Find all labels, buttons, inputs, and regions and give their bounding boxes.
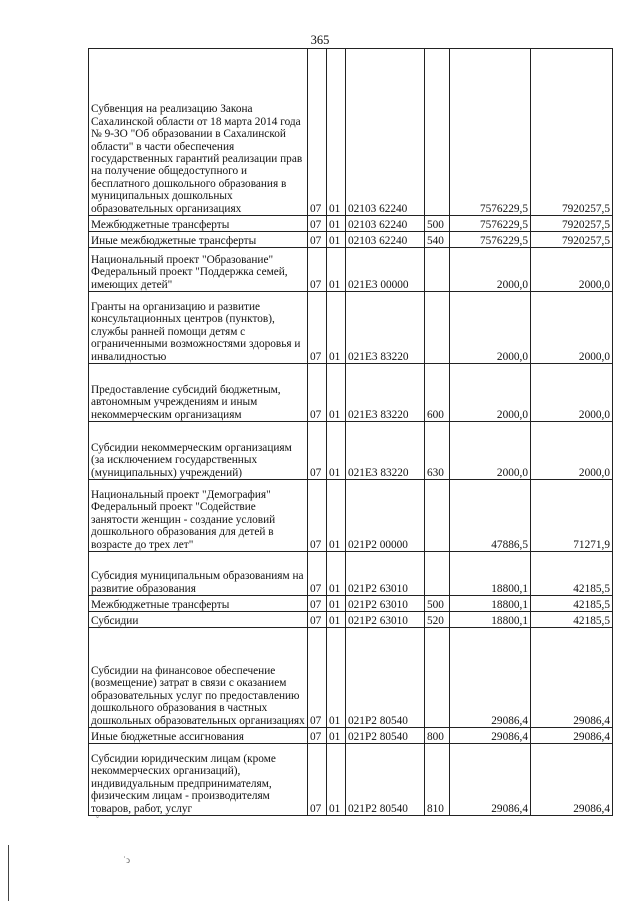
amount-year-1: 47886,5 [450,480,531,552]
expense-type-code [425,248,450,292]
scan-speck: ˘ [96,815,99,825]
amount-year-2: 42185,5 [531,596,613,612]
section-code: 07 [308,552,327,596]
amount-year-2: 2000,0 [531,364,613,422]
section-code: 07 [308,364,327,422]
subsection-code: 01 [327,422,346,480]
section-code: 07 [308,612,327,628]
budget-table [88,48,613,816]
table-row [89,744,613,816]
subsection-code: 01 [327,552,346,596]
row-name: Национальный проект "Образование" Федеральный проект "Поддержка семей, имеющих детей" [89,248,308,292]
row-name: Иные межбюджетные трансферты [89,232,308,248]
expense-type-code: 500 [425,596,450,612]
amount-year-1: 18800,1 [450,552,531,596]
amount-year-1: 2000,0 [450,292,531,364]
row-name: Межбюджетные трансферты [89,216,308,232]
target-article-code: 02103 62240 [346,216,425,232]
amount-year-2: 2000,0 [531,248,613,292]
subsection-code: 01 [327,596,346,612]
amount-year-1: 29086,4 [450,628,531,728]
table-row [89,612,613,628]
amount-year-1: 18800,1 [450,596,531,612]
table-row [89,552,613,596]
section-code: 07 [308,480,327,552]
section-code: 07 [308,744,327,816]
amount-year-1: 2000,0 [450,364,531,422]
subsection-code: 01 [327,292,346,364]
subsection-code: 01 [327,728,346,744]
table-row [89,728,613,744]
expense-type-code [425,628,450,728]
target-article-code: 02103 62240 [346,49,425,216]
subsection-code: 01 [327,49,346,216]
table-row [89,292,613,364]
table-row [89,596,613,612]
row-name: Субсидии [89,612,308,628]
expense-type-code: 520 [425,612,450,628]
table-row [89,422,613,480]
table-row [89,216,613,232]
section-code: 07 [308,422,327,480]
row-name: Субвенция на реализацию Закона Сахалинской области от 18 марта 2014 года № 9-ЗО "Об образовании в Сахалинской области" в части обеспечения государственных гарантий реализации прав на получение общедоступного и бесплатного дошкольного образования в муниципальных дошкольных образовательных организациях [89,49,308,216]
row-name: Субсидии юридическим лицам (кроме некоммерческих организаций), индивидуальным предпринимателям, физическим лицам - производителям товаров, работ, услуг [89,744,308,816]
amount-year-1: 7576229,5 [450,232,531,248]
target-article-code: 021E3 83220 [346,364,425,422]
table-row [89,480,613,552]
row-name: Субсидии на финансовое обеспечение (возмещение) затрат в связи с оказанием образовательных услуг по предоставлению дошкольного образования в частных дошкольных образовательных организациях [89,628,308,728]
section-code: 07 [308,596,327,612]
amount-year-2: 7920257,5 [531,49,613,216]
amount-year-1: 7576229,5 [450,49,531,216]
table-row [89,248,613,292]
amount-year-1: 18800,1 [450,612,531,628]
row-name: Национальный проект "Демография" Федеральный проект "Содействие занятости женщин - создание условий дошкольного образования для детей в возрасте до трех лет" [89,480,308,552]
margin-line [8,845,9,901]
amount-year-1: 29086,4 [450,744,531,816]
subsection-code: 01 [327,612,346,628]
target-article-code: 021P2 80540 [346,728,425,744]
amount-year-1: 29086,4 [450,728,531,744]
subsection-code: 01 [327,248,346,292]
row-name: Межбюджетные трансферты [89,596,308,612]
amount-year-2: 29086,4 [531,728,613,744]
target-article-code: 021P2 80540 [346,744,425,816]
amount-year-2: 7920257,5 [531,216,613,232]
target-article-code: 021P2 63010 [346,596,425,612]
target-article-code: 021E3 83220 [346,422,425,480]
expense-type-code [425,552,450,596]
expense-type-code: 500 [425,216,450,232]
scan-speck: ˙ͻ [123,855,130,865]
row-name: Субсидии некоммерческим организациям (за исключением государственных (муниципальных) учреждений) [89,422,308,480]
amount-year-2: 2000,0 [531,422,613,480]
expense-type-code [425,292,450,364]
table-row [89,628,613,728]
target-article-code: 02103 62240 [346,232,425,248]
section-code: 07 [308,49,327,216]
expense-type-code: 800 [425,728,450,744]
budget-table-body [89,49,613,816]
expense-type-code: 540 [425,232,450,248]
expense-type-code: 600 [425,364,450,422]
subsection-code: 01 [327,364,346,422]
amount-year-2: 29086,4 [531,628,613,728]
target-article-code: 021P2 63010 [346,612,425,628]
amount-year-1: 2000,0 [450,248,531,292]
table-row [89,49,613,216]
row-name: Гранты на организацию и развитие консультационных центров (пунктов), службы ранней помощи детям с ограниченными возможностями здоровья и инвалидностью [89,292,308,364]
target-article-code: 021P2 80540 [346,628,425,728]
amount-year-1: 2000,0 [450,422,531,480]
target-article-code: 021P2 63010 [346,552,425,596]
section-code: 07 [308,628,327,728]
amount-year-2: 42185,5 [531,552,613,596]
target-article-code: 021E3 83220 [346,292,425,364]
section-code: 07 [308,216,327,232]
amount-year-2: 71271,9 [531,480,613,552]
expense-type-code: 810 [425,744,450,816]
amount-year-2: 42185,5 [531,612,613,628]
subsection-code: 01 [327,232,346,248]
section-code: 07 [308,232,327,248]
subsection-code: 01 [327,480,346,552]
expense-type-code [425,480,450,552]
subsection-code: 01 [327,744,346,816]
amount-year-2: 7920257,5 [531,232,613,248]
section-code: 07 [308,248,327,292]
expense-type-code [425,49,450,216]
subsection-code: 01 [327,216,346,232]
page-number: 365 [310,33,330,47]
amount-year-2: 29086,4 [531,744,613,816]
amount-year-2: 2000,0 [531,292,613,364]
amount-year-1: 7576229,5 [450,216,531,232]
section-code: 07 [308,728,327,744]
row-name: Иные бюджетные ассигнования [89,728,308,744]
table-row [89,364,613,422]
subsection-code: 01 [327,628,346,728]
row-name: Субсидия муниципальным образованиям на развитие образования [89,552,308,596]
target-article-code: 021P2 00000 [346,480,425,552]
section-code: 07 [308,292,327,364]
row-name: Предоставление субсидий бюджетным, автономным учреждениям и иным некоммерческим организациям [89,364,308,422]
expense-type-code: 630 [425,422,450,480]
table-row [89,232,613,248]
target-article-code: 021E3 00000 [346,248,425,292]
